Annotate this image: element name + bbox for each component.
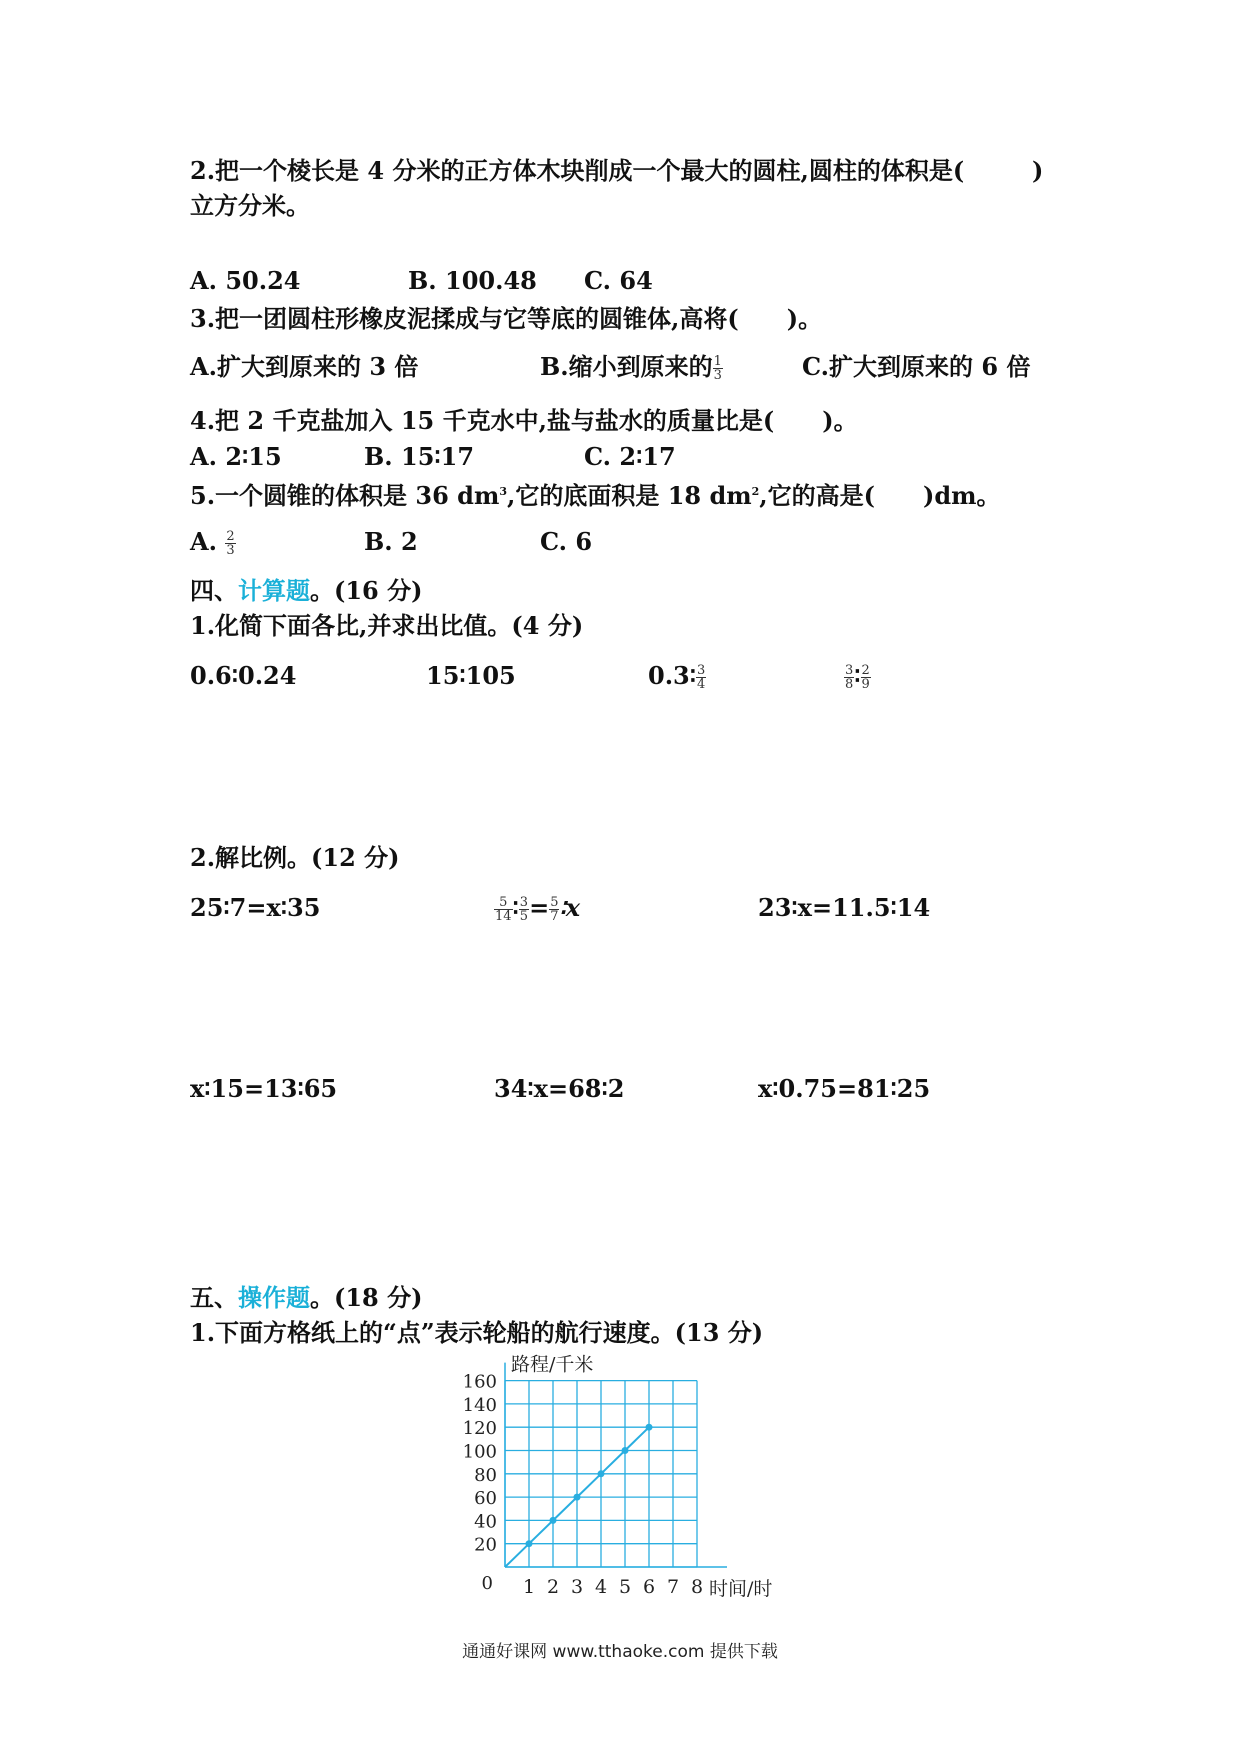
q3-option-b: B.缩小到原来的 $\frac{1}{3}$ [540, 352, 722, 383]
s4-q1-text: 1.化简下面各比,并求出比值。(4 分) [190, 611, 584, 640]
s4-q1-item-3: 0.3∶ $\frac{3}{4}$ [648, 661, 706, 692]
data-point [526, 1540, 533, 1547]
y-tick-label: 120 [462, 1418, 497, 1440]
data-point [622, 1447, 629, 1454]
q2-text-line1: 2.把一个棱长是 4 分米的正方体木块削成一个最大的圆柱,圆柱的体积是( [190, 156, 965, 185]
y-axis-label: 路程/千米 [511, 1353, 594, 1376]
y-tick-label: 80 [474, 1464, 497, 1486]
q5-option-c: C. 6 [540, 527, 593, 556]
q5-option-b: B. 2 [364, 527, 418, 556]
footer-credit: 通通好课网 www.tthaoke.com 提供下载 [462, 1642, 778, 1662]
q2-option-a: A. 50.24 [190, 266, 301, 295]
s5-q1-text: 1.下面方格纸上的“点”表示轮船的航行速度。(13 分) [190, 1318, 764, 1347]
s4-q1-item-2: 15∶105 [426, 661, 516, 690]
data-point [646, 1424, 653, 1431]
q4-option-c: C. 2∶17 [584, 442, 676, 471]
q3-option-a: A.扩大到原来的 3 倍 [190, 352, 419, 381]
s4-q2-equation-4: x∶15=13∶65 [190, 1074, 338, 1103]
y-tick-label: 20 [474, 1534, 497, 1556]
data-point [550, 1517, 557, 1524]
e2-fraction-2: $\frac{3}{5}$ [519, 895, 529, 924]
y-tick-label: 160 [462, 1371, 497, 1393]
section-4-heading: 四、计算题。(16 分) [190, 576, 423, 605]
q4-option-b: B. 15∶17 [364, 442, 475, 471]
s4-q2-text: 2.解比例。(12 分) [190, 843, 400, 872]
s4-q1-item-3-fraction: $\frac{3}{4}$ [697, 663, 706, 692]
x-tick-label: 8 [690, 1576, 704, 1598]
x-tick-label: 5 [618, 1576, 632, 1598]
x-tick-label: 1 [522, 1576, 536, 1598]
e2-fraction-3: $\frac{5}{7}$ [550, 895, 559, 924]
s4-q1-item-4-fraction-2: $\frac{2}{9}$ [861, 663, 870, 692]
s4-q1-item-4-fraction-1: $\frac{3}{8}$ [845, 663, 854, 692]
q4-text: 4.把 2 千克盐加入 15 千克水中,盐与盐水的质量比是( )。 [190, 406, 858, 435]
x-tick-label: 2 [546, 1576, 560, 1598]
e2-fraction-1: $\frac{5}{14}$ [495, 895, 512, 924]
q5-text: 5.一个圆锥的体积是 36 $dm^3$,它的底面积是 18 $dm^2$,它的高是( )dm。 [190, 481, 1001, 510]
q3-option-c: C.扩大到原来的 6 倍 [802, 352, 1031, 381]
s4-q2-equation-6: x∶0.75=81∶25 [758, 1074, 931, 1103]
q5-option-a: A. $\frac{2}{3}$ [190, 527, 235, 558]
q2-option-c: C. 64 [584, 266, 653, 295]
s4-q2-equation-5: 34∶x=68∶2 [494, 1074, 625, 1103]
y-tick-label: 60 [474, 1488, 497, 1510]
data-point [574, 1494, 581, 1501]
x-tick-label: 6 [642, 1576, 656, 1598]
q2-option-b: B. 100.48 [408, 266, 537, 295]
y-tick-label: 140 [462, 1394, 497, 1416]
x-tick-label: 3 [570, 1576, 584, 1598]
data-point [598, 1470, 605, 1477]
section-5-heading: 五、操作题。(18 分) [190, 1283, 423, 1312]
q4-option-a: A. 2∶15 [190, 442, 282, 471]
s4-q1-item-1: 0.6∶0.24 [190, 661, 297, 690]
x-axis-label: 时间/时 [709, 1578, 773, 1600]
x-tick-label: 4 [594, 1576, 608, 1598]
q2-paren-close: ) [1032, 156, 1044, 185]
q3-option-b-fraction: $\frac{1}{3}$ [713, 354, 722, 383]
x-tick-label: 7 [666, 1576, 680, 1598]
origin-label: 0 [481, 1573, 493, 1594]
y-tick-label: 40 [474, 1511, 497, 1533]
s4-q2-equation-2: $\frac{5}{14}$ ∶ $\frac{3}{5}$ = $\frac{5}{7}$ ∶x [495, 893, 581, 924]
s4-q2-equation-1: 25∶7=x∶35 [190, 893, 321, 922]
q5-option-a-fraction: $\frac{2}{3}$ [226, 529, 235, 558]
q2-text-line2: 立方分米。 [190, 191, 310, 220]
s4-q2-equation-3: 23∶x=11.5∶14 [758, 893, 931, 922]
s4-q1-item-4: $\frac{3}{8}$ ∶ $\frac{2}{9}$ [845, 661, 870, 692]
q3-text: 3.把一团圆柱形橡皮泥揉成与它等底的圆锥体,高将( )。 [190, 304, 823, 333]
y-tick-label: 100 [462, 1441, 497, 1463]
